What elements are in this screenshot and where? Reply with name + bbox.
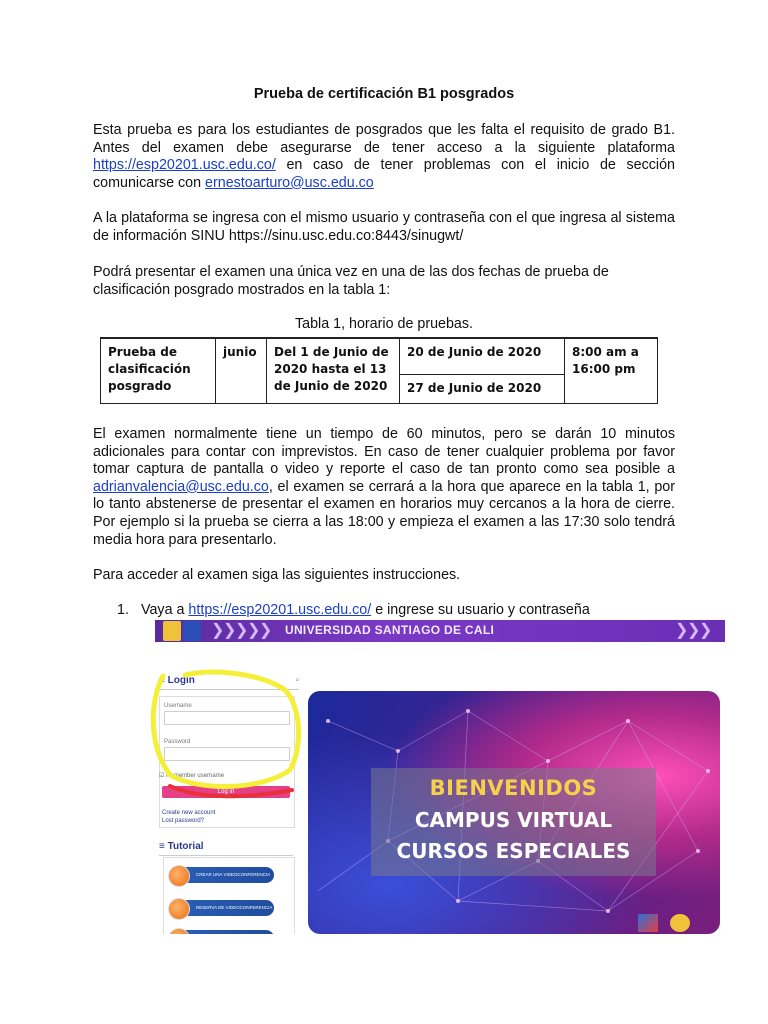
logo-icon	[163, 621, 181, 641]
chevron-icon: ❯	[259, 622, 273, 639]
username-field[interactable]	[164, 711, 290, 725]
chevron-icon: ❯	[211, 622, 225, 639]
step-number: 1.	[117, 602, 129, 618]
access-paragraph: A la plataforma se ingresa con el mismo usuario y contraseña con el que ingresa al sistema de información SINU https://sinu.usc.edu.co:8443/sinugwt/	[93, 210, 675, 244]
table-cell-hours: 8:00 am a 16:00 pm	[565, 339, 658, 404]
document-title: Prueba de certificación B1 posgrados	[253, 86, 515, 102]
chevron-icon: ❯	[247, 622, 261, 639]
tutorial-button-label: RESERVA DE VIDEOCONFERENCIA PORTUAN	[196, 905, 273, 926]
lost-password-link[interactable]: Lost password?	[162, 818, 205, 824]
schedule-table	[100, 338, 658, 404]
welcome-line-1: BIENVENIDOS	[429, 776, 598, 800]
university-banner	[155, 620, 725, 642]
chevron-icon: ❯	[675, 622, 689, 639]
chevron-icon: ❯	[699, 622, 713, 639]
welcome-line-3: CURSOS ESPECIALES	[396, 839, 631, 863]
step-text-b: e ingrese su usuario y contraseña	[371, 602, 590, 618]
username-label: Username	[164, 703, 192, 709]
table-caption: Tabla 1, horario de pruebas.	[294, 316, 474, 332]
tutorial-button[interactable]	[170, 930, 274, 934]
platform-link[interactable]: https://esp20201.usc.edu.co/	[93, 157, 276, 174]
instructions-paragraph: Para acceder al examen siga las siguientes instrucciones.	[93, 567, 461, 583]
logo-icon	[638, 914, 658, 932]
usc-logo-icon	[183, 621, 201, 641]
tutorial-button[interactable]	[170, 900, 274, 926]
password-field[interactable]	[164, 747, 290, 761]
tutorial-block	[163, 857, 295, 934]
tutorial-button-label: CREAR UNA VIDEOCONFERENCIA	[196, 872, 271, 877]
login-block-header	[159, 675, 299, 690]
intro-paragraph	[93, 122, 675, 192]
login-links	[162, 809, 215, 825]
support-email-link[interactable]: ernestoarturo@usc.edu.co	[205, 174, 374, 191]
remember-checkbox[interactable]	[159, 772, 224, 779]
intro-text-a: Esta prueba es para los estudiantes de posgrados que les falta el requisito de grado B1. Antes del examen debe asegurarse de tener acceso a la siguiente plataforma	[93, 122, 675, 156]
checkbox-icon: ☑	[159, 773, 167, 779]
university-name: UNIVERSIDAD SANTIAGO DE CALI	[285, 623, 495, 637]
chevron-icon: ❯	[235, 622, 249, 639]
login-heading: Login	[167, 675, 195, 686]
chevron-icon: ❯	[687, 622, 701, 639]
remember-label: Remember username	[166, 773, 225, 779]
steps-list	[93, 602, 590, 618]
play-icon	[168, 898, 190, 920]
table-cell-date1: 20 de Junio de 2020	[400, 339, 565, 375]
step-text-a: Vaya a	[141, 602, 189, 618]
welcome-banner	[308, 691, 720, 934]
table-row	[101, 339, 658, 375]
tutorial-heading: Tutorial	[167, 841, 204, 852]
create-account-link[interactable]: Create new account	[162, 810, 216, 816]
table-cell-range: Del 1 de Junio de 2020 hasta el 13 de Junio de 2020	[267, 339, 400, 404]
exam-text-b: , el examen se cerrará a la hora que aparece en la tabla 1, por lo tanto abstenerse de presentar el examen en horarios muy cercanos a la hora de cierre. Por ejemplo si la prueba se cierra a las 18:00 y empieza el examen a las 17:30 solo tendrá media hora para presentarlo.	[93, 478, 675, 548]
seal-icon	[670, 914, 690, 932]
exam-text-a: El examen normalmente tiene un tiempo de 60 minutos, pero se darán 10 minutos adicionales para contar con imprevistos. En caso de tener cualquier problema por favor tomar captura de pantalla o video y reporte el caso de tan pronto como sea posible a	[93, 426, 675, 478]
welcome-line-2: CAMPUS VIRTUAL	[414, 808, 613, 832]
password-label: Password	[164, 739, 191, 745]
table-cell-date2: 27 de Junio de 2020	[400, 375, 565, 404]
menu-icon: ≡	[159, 841, 168, 852]
tutorial-button[interactable]	[170, 867, 274, 883]
platform-screenshot	[155, 620, 725, 934]
play-icon	[168, 865, 190, 887]
minimize-icon[interactable]: ▫	[295, 675, 299, 686]
table-cell-month: junio	[216, 339, 267, 404]
tutorial-block-header	[159, 841, 293, 856]
table-cell-test: Prueba de clasificación posgrado	[101, 339, 216, 404]
schedule-paragraph: Podrá presentar el examen una única vez en una de las dos fechas de prueba de clasificación posgrado mostrados en la tabla 1:	[93, 264, 609, 298]
login-button[interactable]: Log in	[162, 786, 290, 798]
exam-paragraph	[93, 426, 675, 549]
menu-icon: ≡	[159, 675, 168, 686]
chevron-icon: ❯	[223, 622, 237, 639]
list-item	[93, 602, 590, 618]
welcome-text-panel	[371, 768, 656, 876]
report-email-link[interactable]: adrianvalencia@usc.edu.co	[93, 478, 269, 495]
intro-text-b: en caso de tener problemas con el inicio de sección comunicarse con	[93, 157, 675, 191]
step-platform-link[interactable]: https://esp20201.usc.edu.co/	[188, 602, 372, 618]
play-icon	[168, 928, 190, 934]
